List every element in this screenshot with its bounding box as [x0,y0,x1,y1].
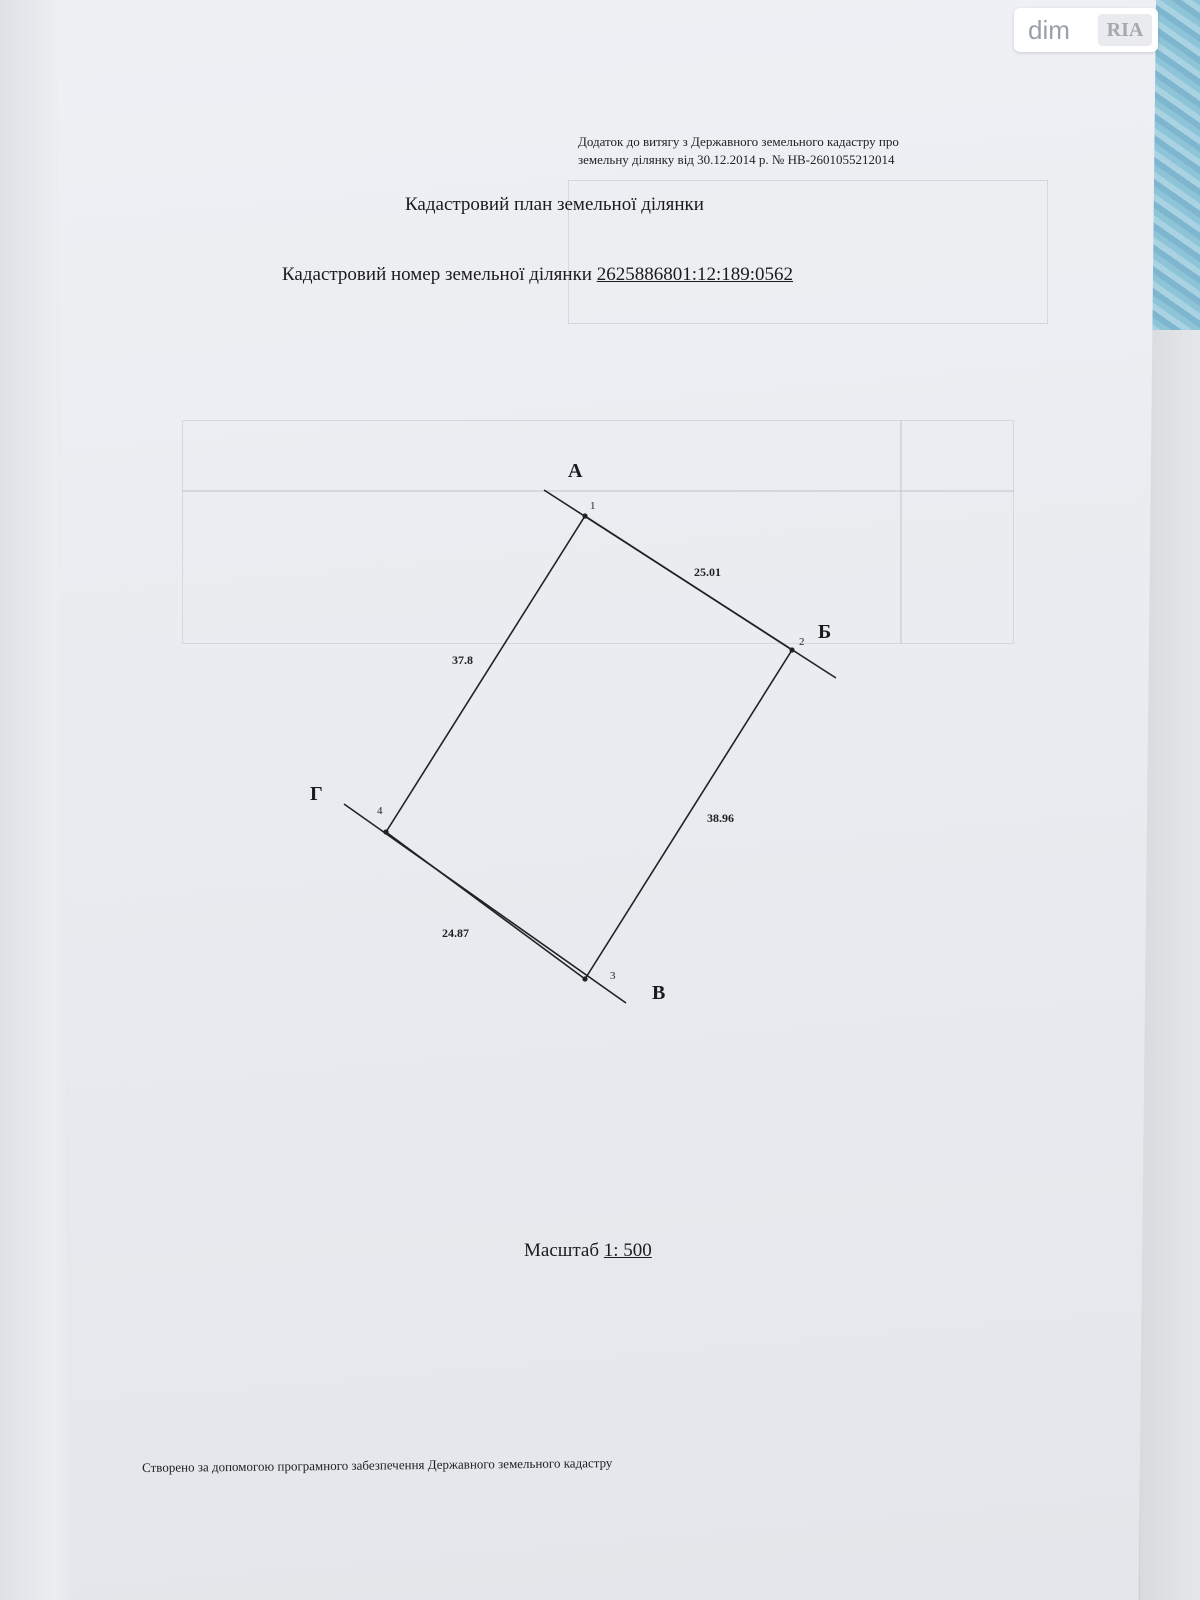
side-length: 25.01 [694,565,721,579]
vertex-2 [789,647,794,652]
addendum-line: земельну ділянку від 30.12.2014 р. № НВ-2601055212014 [578,152,895,167]
scale-value: 1: 500 [603,1240,652,1261]
vertex-3 [582,976,587,981]
plan-title: Кадастровий план земельної ділянки [405,194,704,215]
scale-label: Масштаб [524,1240,600,1261]
addendum-line: Додаток до витягу з Державного земельного кадастру про [578,134,899,149]
neighbor-label: В [652,982,666,1004]
vertex-label: 4 [377,805,383,817]
side-length: 37.8 [452,653,473,667]
vertex-1 [582,513,587,518]
neighbor-label: А [568,460,583,482]
logo-dim-text: dim [1028,14,1070,45]
scale-line [524,1240,652,1262]
logo-ria-text: RIA [1098,14,1152,46]
cadastral-number-label: Кадастровий номер земельної ділянки [282,264,592,285]
neighbor-label: Б [818,621,832,643]
vertex-label: 3 [610,970,616,982]
dim-ria-logo [1014,8,1158,52]
side-length: 38.96 [707,811,734,825]
cadastral-number: 2625886801:12:189:0562 [596,264,794,285]
vertex-label: 2 [799,636,805,648]
neighbor-label: Г [310,783,323,805]
vertex-label: 1 [590,500,596,512]
vertex-4 [383,829,388,834]
plot-outline [386,516,792,979]
footer-note: Створено за допомогою програмного забезпечення Державного земельного кадастру [142,1455,613,1475]
side-length: 24.87 [442,926,469,940]
